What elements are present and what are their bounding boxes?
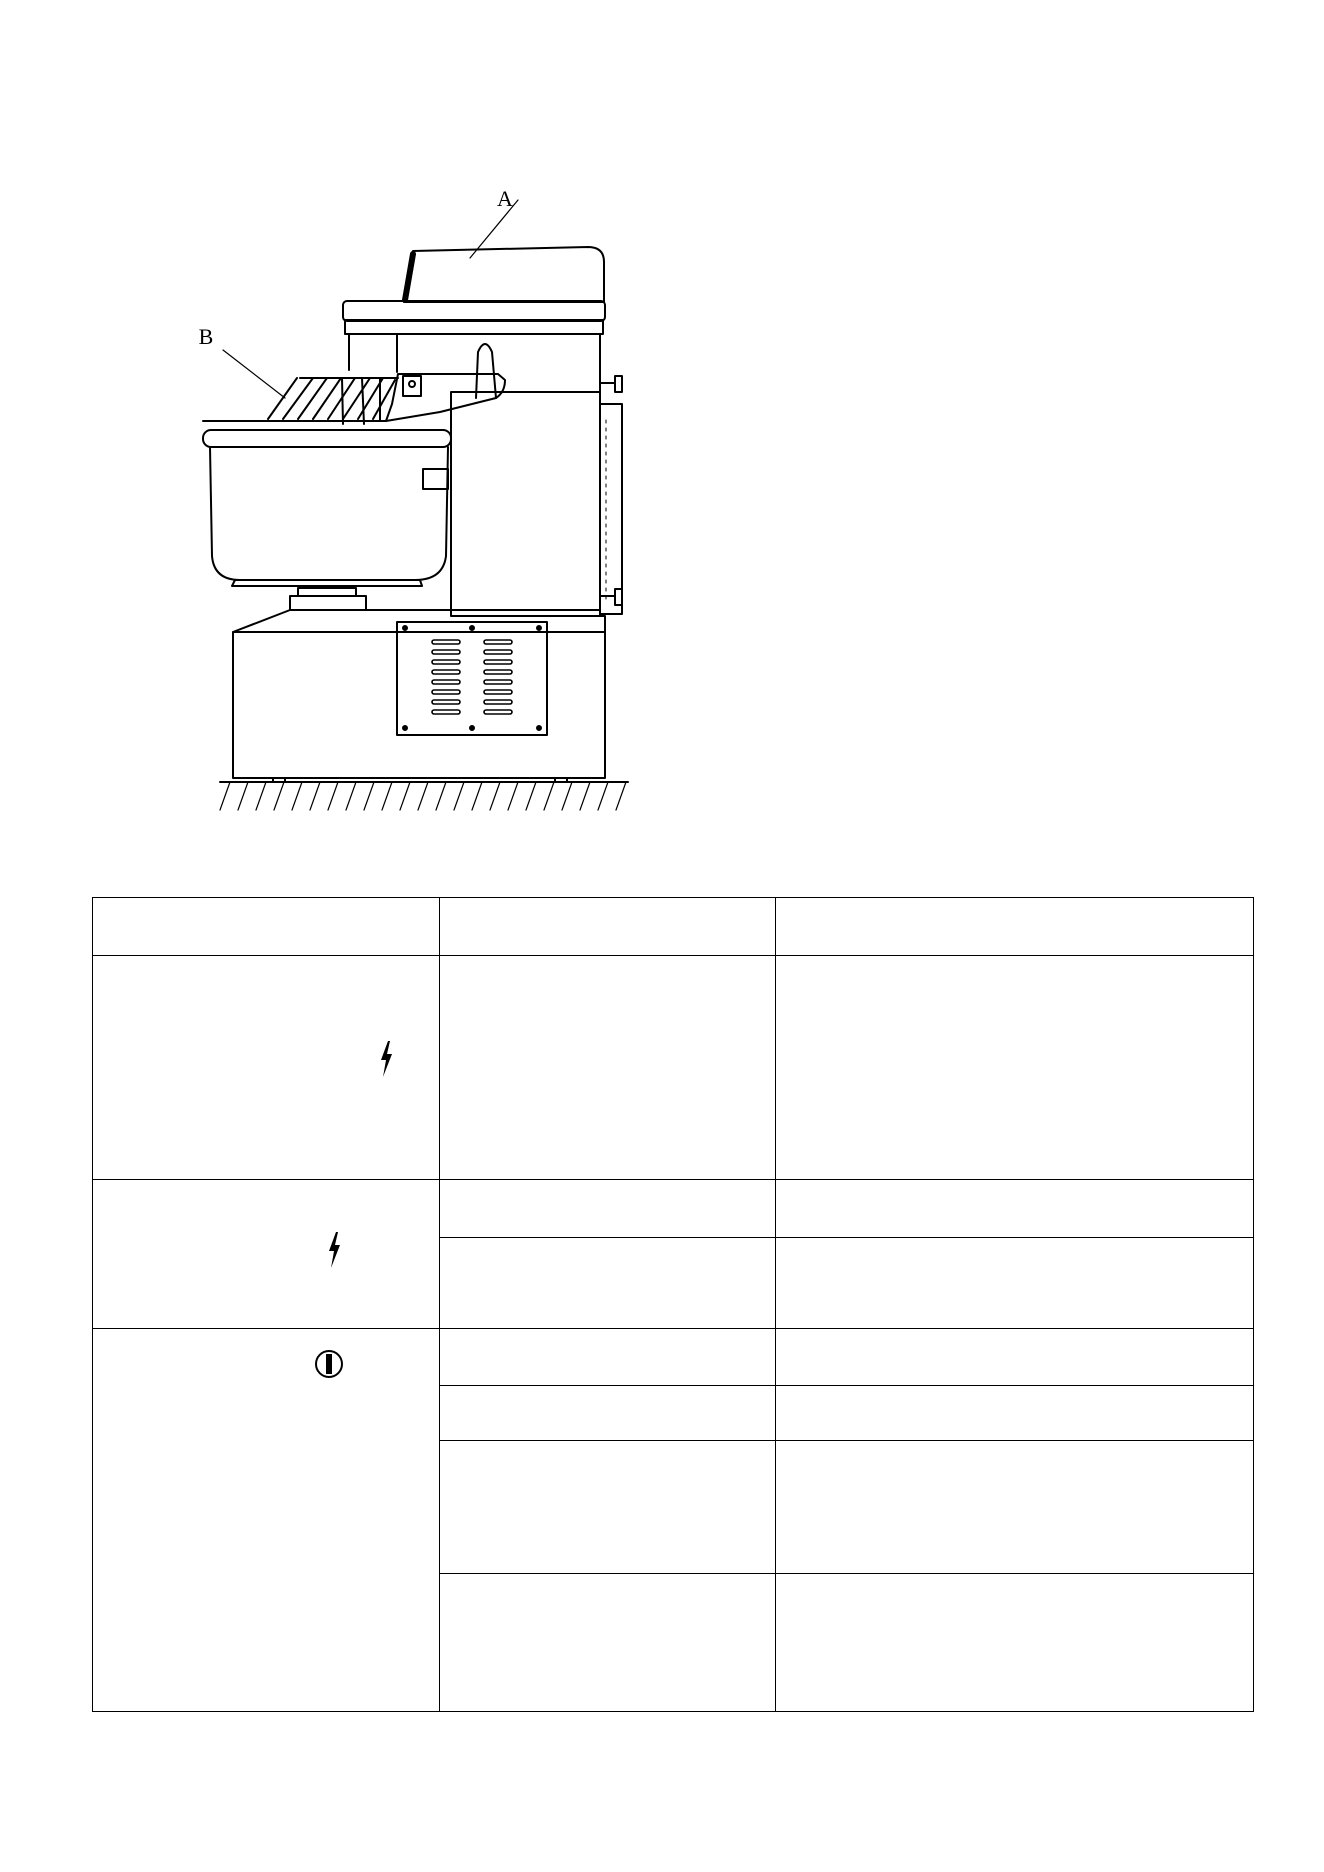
- mixer-drawing: [0, 0, 1324, 880]
- table-row: [93, 1180, 1254, 1238]
- table-cell: [776, 1180, 1254, 1238]
- table-cell: [440, 1238, 776, 1329]
- table-cell: [776, 1574, 1254, 1712]
- label-b: B: [198, 324, 214, 349]
- motor-head-cover: [343, 200, 605, 392]
- table-cell: [93, 1180, 440, 1329]
- table-cell: [440, 1441, 776, 1574]
- table-cell: [93, 898, 440, 956]
- table-cell: [440, 1180, 776, 1238]
- machine-base: [233, 610, 605, 782]
- label-a: A: [497, 186, 513, 211]
- table-cell: [93, 956, 440, 1180]
- table-row: [93, 1329, 1254, 1386]
- floor-hatching: [220, 782, 628, 810]
- table-header-row: [93, 898, 1254, 956]
- table-cell: [440, 1329, 776, 1386]
- table-cell: [776, 1329, 1254, 1386]
- table-cell: [776, 1386, 1254, 1441]
- power-switch-icon: [314, 1349, 344, 1379]
- lightning-bolt-icon: [326, 1231, 342, 1269]
- column-body: [451, 376, 622, 616]
- table-cell: [776, 898, 1254, 956]
- table-cell: [440, 1574, 776, 1712]
- table-cell: [93, 1329, 440, 1712]
- table-cell: [440, 898, 776, 956]
- spec-table: [92, 897, 1254, 1712]
- table-row: [93, 956, 1254, 1180]
- table-cell: [776, 956, 1254, 1180]
- lightning-bolt-icon: [378, 1040, 394, 1078]
- table-cell: [440, 1386, 776, 1441]
- table-cell: [776, 1238, 1254, 1329]
- mixing-bowl: [203, 430, 451, 610]
- table-cell: [440, 956, 776, 1180]
- table-cell: [776, 1441, 1254, 1574]
- dough-hook-and-guard: [203, 344, 505, 424]
